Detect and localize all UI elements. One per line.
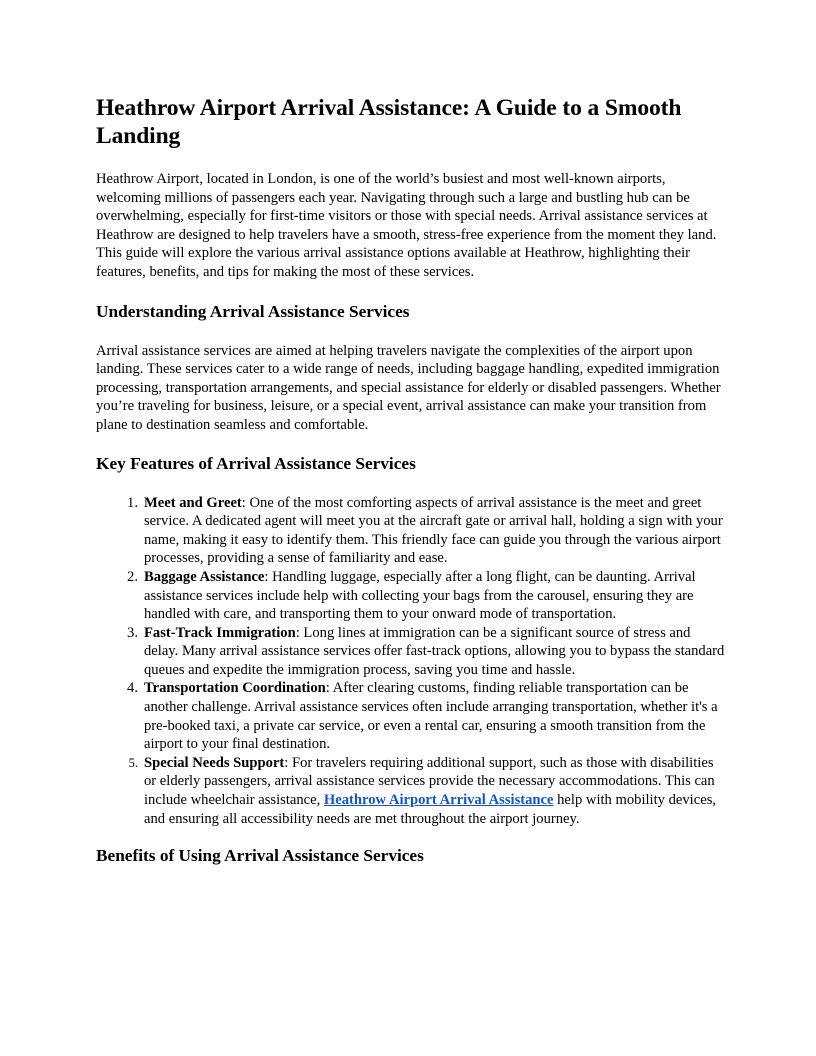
feature-term: Transportation Coordination [144, 680, 326, 697]
intro-paragraph: Heathrow Airport, located in London, is one of the world’s busiest and most well-known airports, welcoming millions of passengers each year. Navigating through such a large and bustling hub can be overwhelming, especially for first-time visitors or those with special needs. Arrival assistance services at Heathrow are designed to help travelers have a smooth, stress-free experience from the moment they land. This guide will explore the various arrival assistance options available at Heathrow, highlighting their features, benefits, and tips for making the most of these services. [96, 171, 717, 280]
page-title: Heathrow Airport Arrival Assistance: A Guide to a Smooth Landing [96, 95, 682, 149]
section-heading-key-features: Key Features of Arrival Assistance Services [96, 453, 416, 473]
section-heading-understanding: Understanding Arrival Assistance Services [96, 301, 410, 321]
list-item [96, 679, 726, 753]
features-list [96, 494, 726, 829]
feature-description: : After clearing customs, finding reliable transportation can be another challenge. Arrival assistance services often include arranging transportation, whether it's a pre-booked taxi, a private car service, or even a rental car, ensuring a smooth transition from the airport to your final destination. [144, 680, 718, 753]
feature-description: : One of the most comforting aspects of arrival assistance is the meet and greet service. A dedicated agent will meet you at the aircraft gate or arrival hall, holding a sign with your name, making it easy to identify them. This friendly face can guide you through the various airport processes, providing a sense of familiarity and ease. [144, 494, 723, 567]
section-heading-benefits: Benefits of Using Arrival Assistance Services [96, 846, 424, 866]
list-item [96, 754, 726, 828]
feature-term: Baggage Assistance [144, 568, 265, 585]
list-item [96, 494, 726, 568]
feature-term: Meet and Greet [144, 494, 242, 511]
feature-description: : For travelers requiring additional support, such as those with disabilities or elderly passengers, arrival assistance services provide the necessary accommodations. This can include wheelchair assistance, [144, 754, 715, 809]
list-item [96, 624, 726, 680]
feature-description-continued: help with mobility devices, and ensuring all accessibility needs are met throughout the airport journey. [144, 792, 717, 827]
list-number: 2. [127, 568, 138, 585]
feature-term: Fast-Track Immigration [144, 624, 296, 641]
document-page [96, 94, 726, 886]
list-number: 5. [128, 755, 138, 770]
feature-term: Special Needs Support [144, 754, 285, 771]
feature-description: : Handling luggage, especially after a long flight, can be daunting. Arrival assistance services include help with collecting your bags from the carousel, ensuring they are handled with care, and transporting them to your onward mode of transportation. [144, 568, 696, 623]
list-number: 1. [127, 494, 138, 511]
feature-description: : Long lines at immigration can be a significant source of stress and delay. Many arrival assistance services offer fast-track options, allowing you to bypass the standard queues and expedite the immigration process, saving you time and hassle. [144, 624, 725, 678]
arrival-assistance-link[interactable]: Heathrow Airport Arrival Assistance [323, 792, 554, 809]
list-number: 3. [127, 624, 138, 641]
list-number: 4. [127, 680, 138, 697]
list-item [96, 568, 726, 624]
understanding-paragraph: Arrival assistance services are aimed at helping travelers navigate the complexities of the airport upon landing. These services cater to a wide range of needs, including baggage handling, expedited immigration processing, transportation arrangements, and special assistance for elderly or disabled passengers. Whether you’re traveling for business, leisure, or a special event, arrival assistance can make your transition from plane to destination seamless and comfortable. [96, 342, 721, 433]
